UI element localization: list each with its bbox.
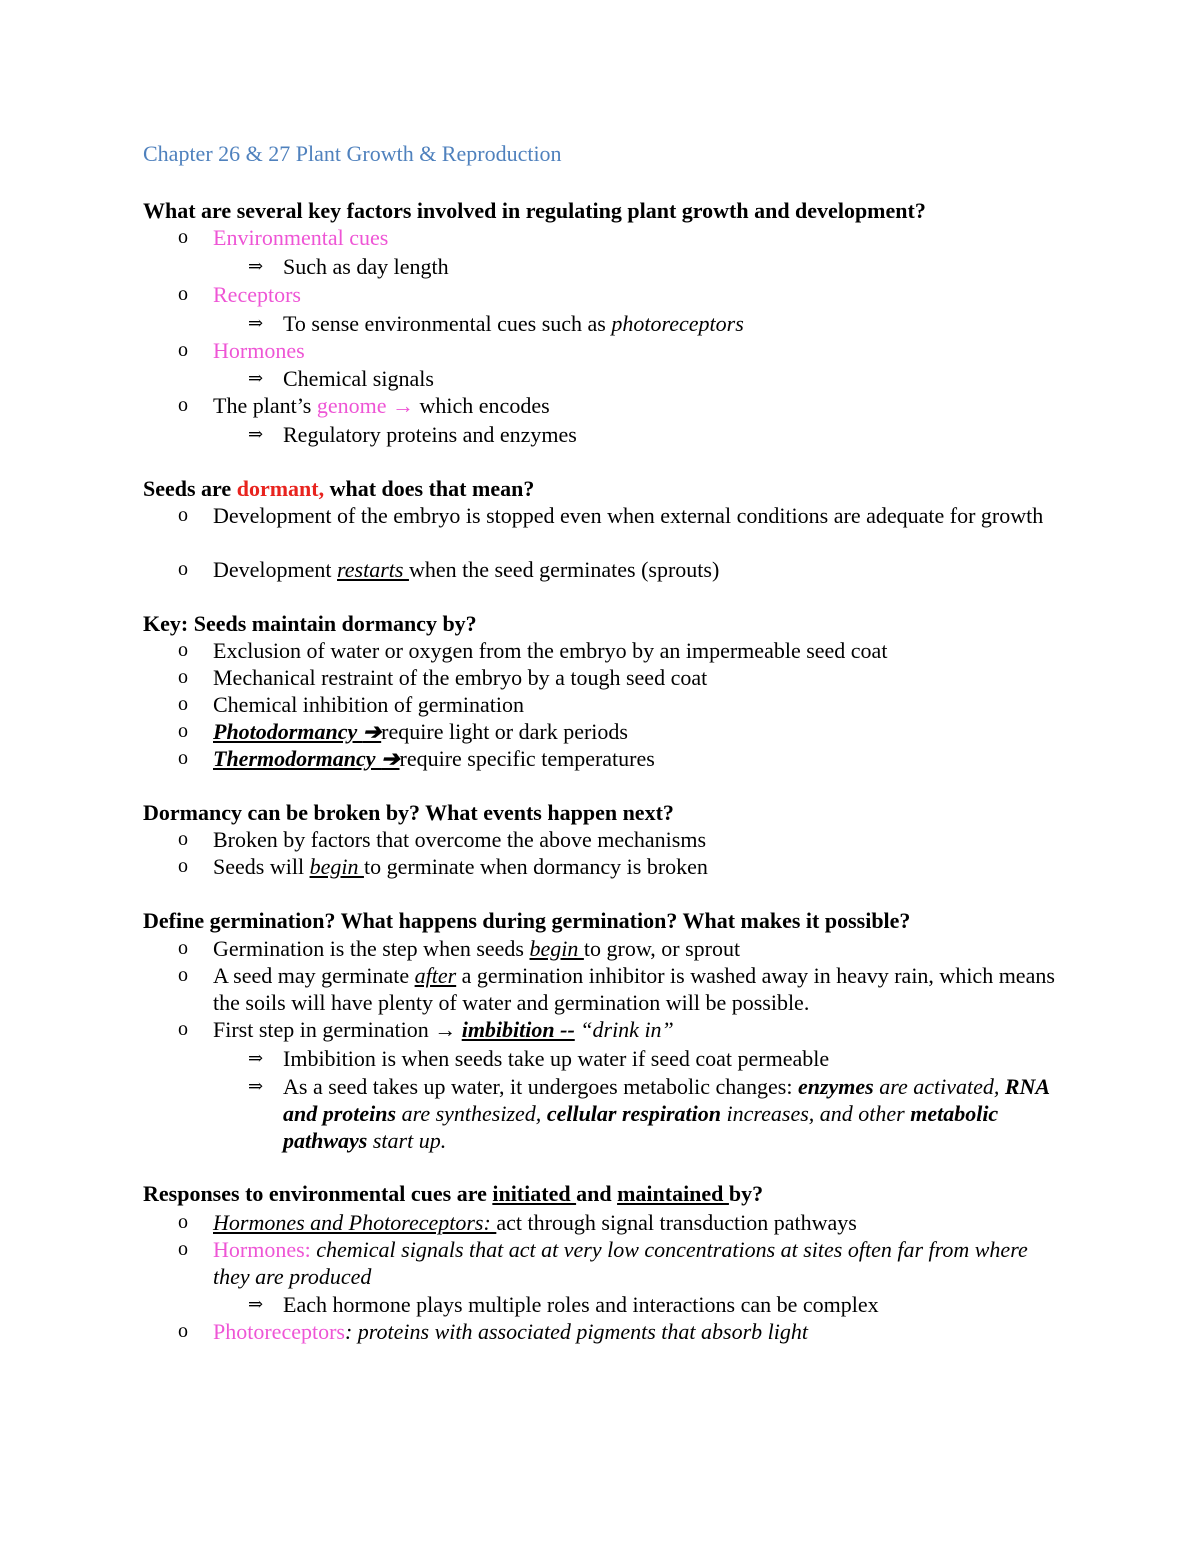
item-text: act through signal transduction pathways [496,1210,857,1235]
sub-item [248,421,1073,448]
bullet-icon: o [178,693,188,715]
item-text: First step in germination [213,1017,435,1042]
list-item [178,637,1073,664]
item-text: The plant’s [213,393,317,418]
term-text: Photodormancy [213,719,363,744]
question-responses [143,1181,763,1207]
list-item [178,392,1073,419]
arrow-icon: ⇒ [248,313,264,333]
sub-item-text: Regulatory proteins and enzymes [283,422,577,447]
term-hormones: Hormones [213,338,305,363]
item-text: Chemical inhibition of germination [213,692,524,717]
list-item [178,745,1073,772]
bold-arrow-icon: ➔ [362,719,382,744]
sub-item [248,1291,1073,1318]
item-text: which encodes [414,393,550,418]
term-begin: begin [529,936,584,961]
bullet-icon: o [178,1238,188,1260]
list-item [178,718,1073,745]
term-environmental-cues: Environmental cues [213,225,389,250]
bullet-icon: o [178,937,188,959]
bullet-icon: o [178,558,188,580]
item-text: a germination inhibitor is washed away in heavy rain, which means the soils will have plenty of water and germination will be possible. [213,963,1055,1015]
list-item [178,281,1073,308]
bullet-icon: o [178,504,188,526]
term-cellular-respiration: cellular respiration [546,1101,721,1126]
question-dormant [143,476,534,502]
list-item [178,664,1073,691]
list-item [178,556,1073,583]
sub-item-text: As a seed takes up water, it undergoes metabolic changes: [283,1074,798,1099]
list-item [178,224,1073,251]
question-key-factors: What are several key factors involved in regulating plant growth and development? [143,198,926,223]
bullet-icon: o [178,855,188,877]
list-item [178,1318,1073,1345]
bullet-icon: o [178,283,188,305]
term-begin: begin [309,854,364,879]
item-text: Seeds will [213,854,310,879]
question-text: Responses to environmental cues are [143,1181,493,1206]
item-text: A seed may germinate [213,963,415,988]
term-photoreceptors: photoreceptors [611,311,744,336]
sub-item-text: are activated, [873,1074,1005,1099]
list-item [178,1016,1073,1043]
list-item [178,962,1063,1016]
list-item [178,1236,1043,1290]
term-genome: genome [316,393,387,418]
arrow-icon: ⇒ [248,1076,264,1096]
item-text: require specific temperatures [399,746,655,771]
question-germination: Define germination? What happens during germination? What makes it possible? [143,908,911,933]
term-text: Thermodormancy [213,746,382,771]
sub-item-text: Imbibition is when seeds take up water if seed coat permeable [283,1046,830,1071]
bullet-icon: o [178,666,188,688]
item-text: when the seed germinates (sprouts) [408,557,720,582]
bullet-icon: o [178,339,188,361]
arrow-icon: ⇒ [248,1294,264,1314]
list-item [178,826,1073,853]
question-maintain-dormancy: Key: Seeds maintain dormancy by? [143,611,477,636]
sub-item [248,253,1073,280]
term-after: after [414,963,457,988]
arrow-icon: ⇒ [248,368,264,388]
bullet-icon: o [178,639,188,661]
sub-item-text: Each hormone plays multiple roles and interactions can be complex [283,1292,879,1317]
item-text: Development of the embryo is stopped even when external conditions are adequate for growth [213,503,1044,528]
bullet-icon: o [178,964,188,986]
sub-item [248,1045,1073,1072]
question-dormancy-broken: Dormancy can be broken by? What events happen next? [143,800,674,825]
arrow-icon: ⇒ [248,1048,264,1068]
bullet-icon: o [178,394,188,416]
bullet-icon: o [178,747,188,769]
item-text: chemical signals that act at very low concentrations at sites often far from where they are produced [213,1237,1028,1289]
term-dormant: dormant, [236,476,325,501]
sub-item-text: Such as day length [283,254,449,279]
item-text: Germination is the step when seeds [213,936,530,961]
sub-item-text: Chemical signals [283,366,434,391]
list-item [178,935,1073,962]
sub-item [248,1073,1063,1154]
item-text: require light or dark periods [381,719,628,744]
list-item [178,853,1073,880]
sub-item-text: are synthesized, [396,1101,547,1126]
question-text: and [576,1181,618,1206]
term-imbibition: imbibition -- [461,1017,575,1042]
term-photodormancy [213,719,381,744]
item-text: Development [213,557,338,582]
item-text: Exclusion of water or oxygen from the embryo by an impermeable seed coat [213,638,888,663]
bullet-icon: o [178,226,188,248]
right-arrow-icon: → [392,393,415,418]
arrow-icon: ⇒ [248,256,264,276]
term-enzymes: enzymes [797,1074,874,1099]
list-item [178,1209,1073,1236]
list-item [178,691,1073,718]
list-item [178,337,1073,364]
term-maintained: maintained [617,1181,729,1206]
question-text: what does that mean? [324,476,535,501]
bullet-icon: o [178,1320,188,1342]
item-text: “drink in” [574,1017,674,1042]
term-thermodormancy [213,746,400,771]
bold-arrow-icon: ➔ [381,746,400,771]
item-text: Broken by factors that overcome the above mechanisms [213,827,707,852]
bullet-icon: o [178,1018,188,1040]
item-text: : proteins with associated pigments that absorb light [344,1319,808,1344]
bullet-icon: o [178,828,188,850]
page-title: Chapter 26 & 27 Plant Growth & Reproduction [143,141,562,166]
bullet-icon: o [178,1211,188,1233]
term-photoreceptors: Photoreceptors [213,1319,345,1344]
arrow-icon: ⇒ [248,424,264,444]
term-hormones: Hormones: [213,1237,311,1262]
question-text: by? [728,1181,764,1206]
list-item [178,502,1053,529]
term-receptors: Receptors [213,282,301,307]
item-text: Mechanical restraint of the embryo by a tough seed coat [213,665,708,690]
sub-item-text: To sense environmental cues such as [283,311,612,336]
sub-item-text: start up. [367,1128,447,1153]
term-rna-proteins: RNA and proteins [283,1074,1049,1126]
term-hormones-photoreceptors: Hormones and Photoreceptors: [213,1210,497,1235]
bullet-icon: o [178,720,188,742]
item-text: to germinate when dormancy is broken [363,854,708,879]
sub-item-text: increases, and other [721,1101,911,1126]
question-text: Seeds are [143,476,237,501]
right-arrow-icon: → [434,1017,457,1042]
item-text: to grow, or sprout [583,936,741,961]
sub-item [248,310,1073,337]
term-initiated: initiated [492,1181,577,1206]
term-restarts: restarts [337,557,409,582]
sub-item [248,365,1073,392]
term-metabolic-pathways: metabolic pathways [283,1101,999,1153]
